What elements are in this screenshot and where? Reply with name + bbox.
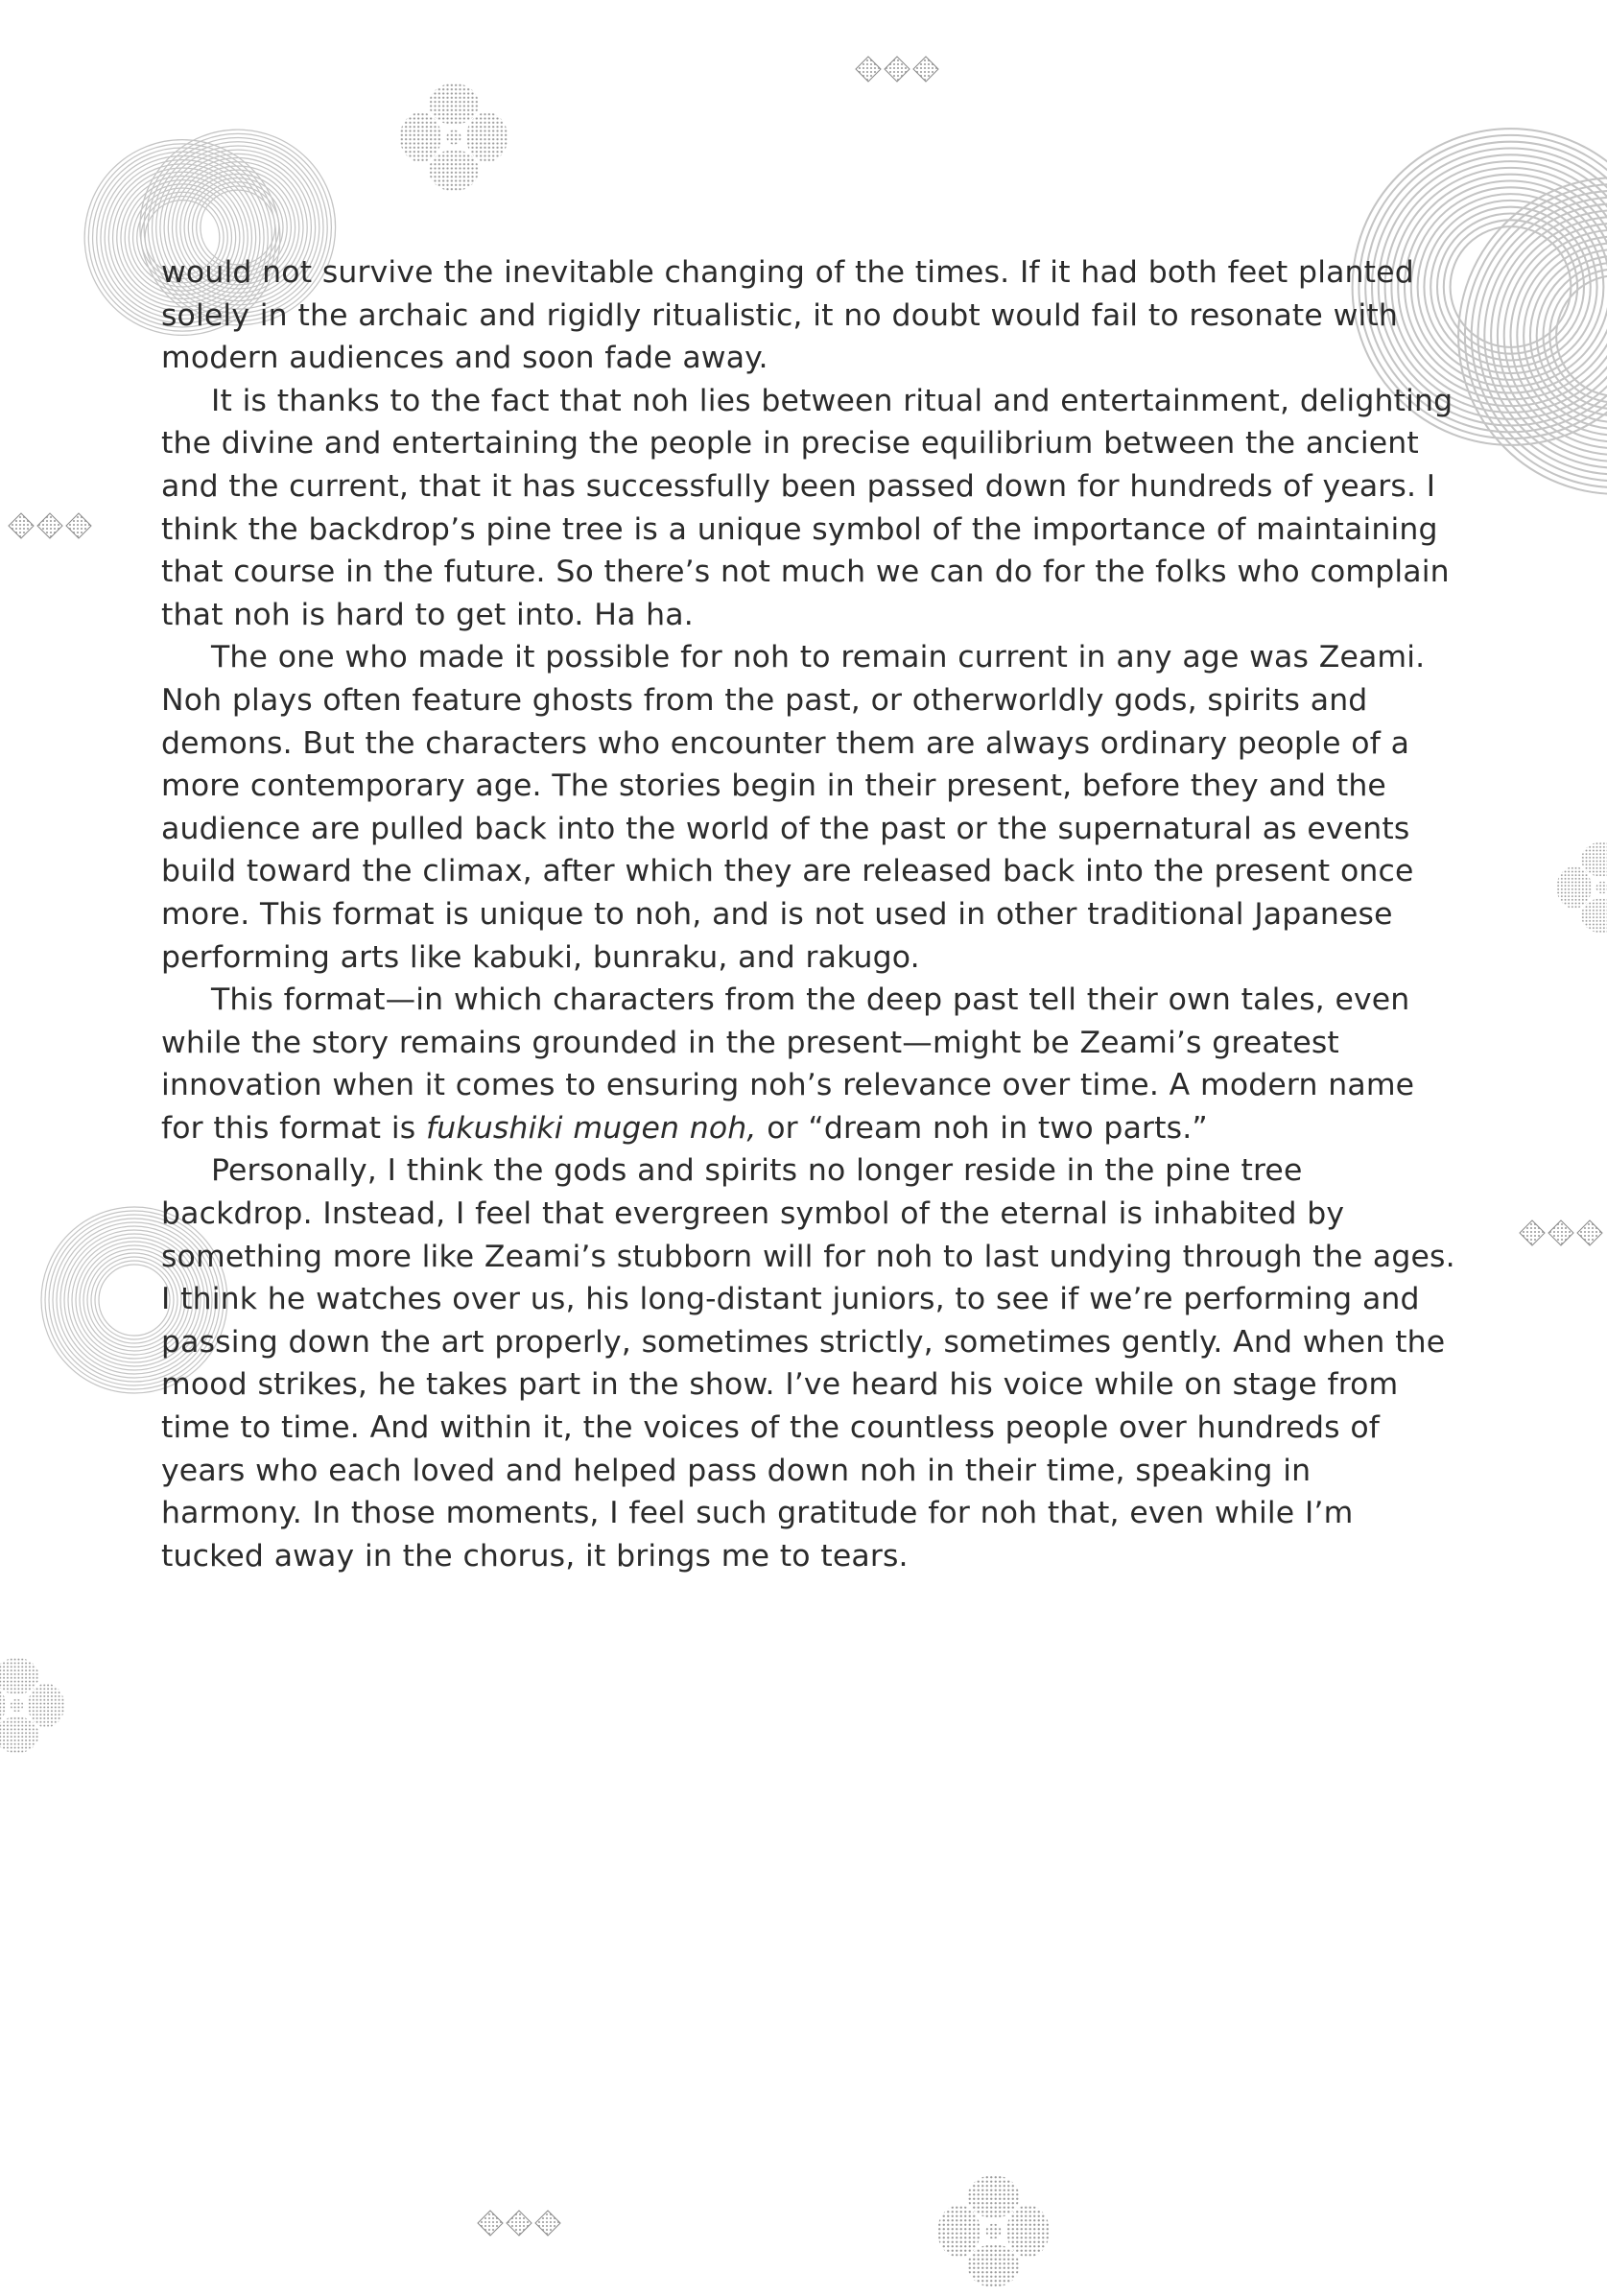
seigaiha-wave-icon [0,0,182,182]
diamond-trio-icon [7,511,93,540]
seigaiha-wave-icon [0,1046,134,1266]
paragraph-ritual-entertainment: It is thanks to the fact that noh lies between ritual and entertainment, delighting the divine and entertaining the people in precise equilibrium between the ancient and the current, that it has successfully been passed down for hundreds of years. I think the backdrop’s pine tree is a unique symbol of the importance of maintaining that course in the future. So there’s not much we can do for the folks who complain that noh is hard to get into. Ha ha. [161,383,1453,632]
paragraph-dream-noh-text: This format—in which characters from the deep past tell their own tales, even while the story remains grounded in the present—might be Zeami’s greatest innovation when it comes to ensuring noh’s relevance over time. A modern name for this format is [161,982,1415,1146]
flower-crest-icon [391,75,516,200]
diamond-trio-icon [1518,1219,1604,1247]
flower-crest-icon [1549,835,1607,940]
diamond-trio-icon [476,2209,562,2237]
paragraph-continuation: would not survive the inevitable changing of the times. If it had both feet planted solely in the archaic and rigidly ritualistic, it no doubt would fail to resonate with modern audiences and soon fade away. [161,255,1414,376]
paragraph-personal-reflection: Personally, I think the gods and spirits no longer reside in the pine tree backdrop. Instead, I feel that evergreen symbol of the eternal is inhabited by something more like Zeami’s stubborn will for noh to last undying through the ages. I think he watches over us, his long-distant juniors, to see if we’re performing and passing down the art properly, sometimes strictly, sometimes gently. And when the mood strikes, he takes part in the show. I’ve heard his voice while on stage from time to time. And within it, the voices of the countless people over hundreds of years who each loved and helped pass down noh in their time, speaking in harmony. In those moments, I feel such gratitude for noh that, even while I’m tucked away in the chorus, it brings me to tears. [161,1153,1455,1574]
flower-crest-icon [929,2166,1058,2296]
paragraph-dream-noh [161,979,1456,1149]
diamond-trio-icon [854,55,940,83]
term-fukushiki-mugen-noh: fukushiki mugen noh, [425,1110,757,1146]
article-body [161,251,1456,1577]
paragraph-dream-noh-tail: or “dream noh in two parts.” [767,1110,1208,1146]
flower-crest-icon [0,1650,72,1761]
seigaiha-wave-icon [1290,0,1607,201]
paragraph-zeami-format: The one who made it possible for noh to remain current in any age was Zeami. Noh plays often feature ghosts from the past, or otherworldly gods, spirits and demons. But the characters who encounter them are always ordinary people of a more contemporary age. The stories begin in their present, before they and the audience are pulled back into the world of the past or the supernatural as events build toward the climax, after which they are released back into the present once more. This format is unique to noh, and is not used in other traditional Japanese performing arts like kabuki, bunraku, and rakugo. [161,640,1426,975]
